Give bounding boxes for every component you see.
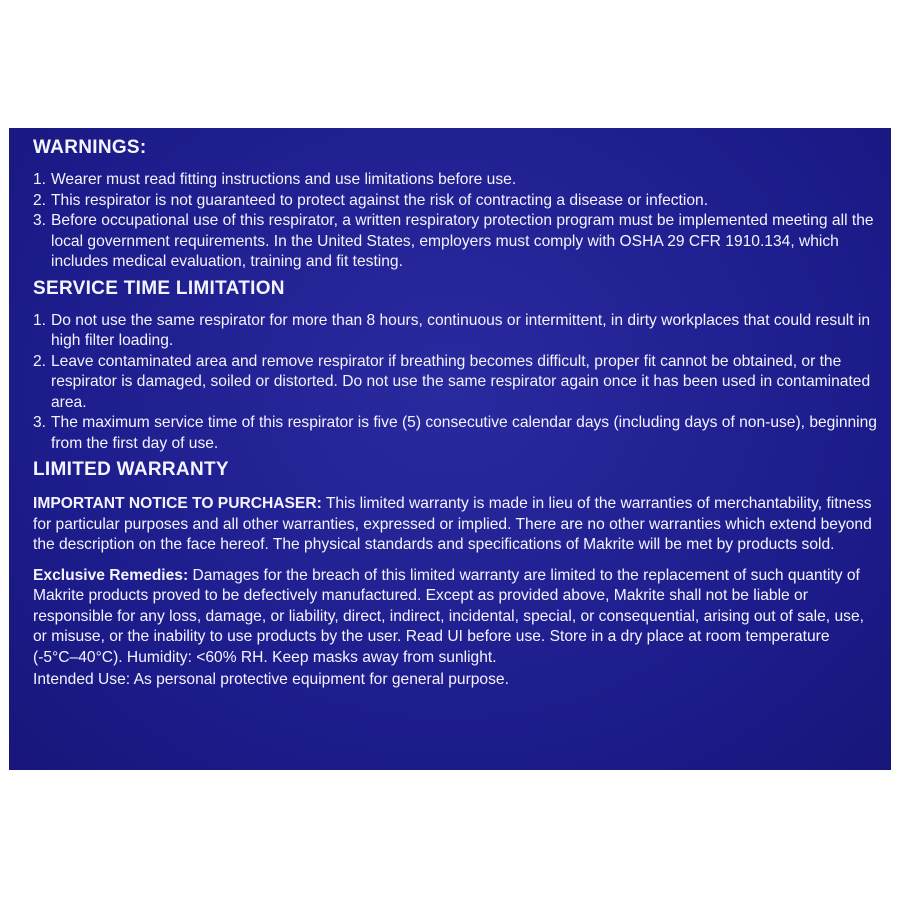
list-item — [33, 170, 877, 191]
warnings-panel — [9, 128, 891, 770]
warnings-heading: WARNINGS: — [33, 137, 147, 158]
service-time-heading: SERVICE TIME LIMITATION — [33, 277, 285, 299]
list-item-number: 3. — [33, 212, 47, 229]
purchaser-notice-text: This limited warranty is made in lieu of the warranties of merchantability, fitness for particular purposes and all other warranties, expressed or implied. There are no other warranties which extend beyond the description on the face hereof. The physical standards and specifications of Makrite will be met by products sold. — [33, 495, 872, 553]
list-item — [33, 413, 877, 454]
list-item-text: This respirator is not guaranteed to protect against the risk of contracting a disease or infection. — [51, 191, 709, 209]
list-item — [33, 191, 877, 212]
list-item — [33, 352, 877, 414]
limited-warranty-heading: LIMITED WARRANTY — [33, 459, 229, 480]
warnings-list — [33, 170, 877, 273]
list-item-number: 2. — [33, 352, 47, 370]
service-time-list — [33, 311, 877, 455]
list-item — [33, 311, 877, 352]
exclusive-remedies-text: Damages for the breach of this limited warranty are limited to the replacement of such quantity of Makrite products proved to be defectively manufactured. Except as provided above, Makrite shall not be liable or responsible for any loss, damage, or liability, direct, indirect, incidental, special, or consequential, arising out of sale, use, or misuse, or the inability to use products by the user. Read UI before use. Store in a dry place at room temperature (-5°C–40°C). Humidity: <60% RH. Keep masks away from sunlight. — [33, 566, 864, 666]
list-item-text: Do not use the same respirator for more than 8 hours, continuous or intermittent, in dirty workplaces that could result in high filter loading. — [51, 311, 871, 349]
list-item-text: Leave contaminated area and remove respirator if breathing becomes difficult, proper fit cannot be obtained, or the respirator is damaged, soiled or distorted. Do not use the same respirator again once it has been used in contaminated area. — [51, 352, 871, 411]
purchaser-notice-paragraph — [33, 494, 877, 556]
purchaser-notice-label: IMPORTANT NOTICE TO PURCHASER: — [33, 495, 322, 512]
list-item — [33, 211, 877, 273]
list-item-text: Wearer must read fitting instructions and use limitations before use. — [51, 171, 517, 188]
list-item-number: 1. — [33, 311, 47, 329]
list-item-number: 2. — [33, 191, 47, 209]
list-item-text: The maximum service time of this respirator is five (5) consecutive calendar days (including days of non-use), beginning from the first day of use. — [51, 414, 877, 452]
exclusive-remedies-paragraph — [33, 566, 877, 669]
list-item-number: 3. — [33, 414, 47, 431]
exclusive-remedies-label: Exclusive Remedies: — [33, 566, 189, 584]
list-item-number: 1. — [33, 171, 47, 188]
intended-use-text: Intended Use: As personal protective equipment for general purpose. — [33, 671, 509, 688]
list-item-text: Before occupational use of this respirator, a written respiratory protection program must be implemented meeting all the local government requirements. In the United States, employers must comply with OSHA 29 CFR 1910.134, which includes medical evaluation, training and fit testing. — [51, 212, 874, 270]
